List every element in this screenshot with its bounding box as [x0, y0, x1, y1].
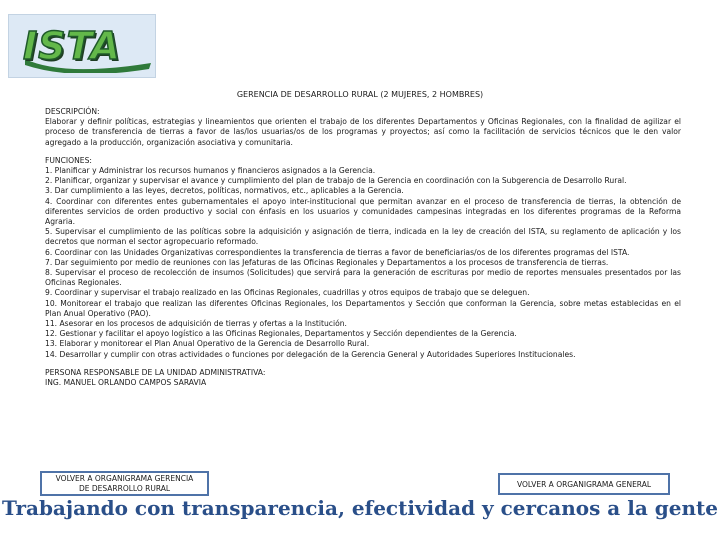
volver-organigrama-gerencia-button[interactable] — [40, 471, 209, 496]
funcion-item: 14. Desarrollar y cumplir con otras actividades o funciones por delegación de la Gerencia General y Autoridades Superiores Institucionales. — [45, 349, 576, 359]
funcion-item: 4. Coordinar con diferentes entes gubernamentales el apoyo inter-institucional que permitan avanzar en el proceso de transferencia de tierras, la obtención de diferentes servicios de orden productivo y social con énfasis en los usuarios y comunidades campesinas integradas en los diferentes programas de la Reforma Agraria. — [45, 196, 681, 227]
funcion-item: 11. Asesorar en los procesos de adquisición de tierras y ofertas a la Institución. — [45, 319, 347, 329]
funcion-item: 5. Supervisar el cumplimiento de las políticas sobre la adquisición y asignación de tierra, indicada en la ley de creación del ISTA, su reglamento de aplicación y los decretos que norman el sector agropecuario reformado. — [45, 227, 681, 247]
descripcion-heading: DESCRIPCIÓN: — [45, 107, 100, 116]
responsable-heading: PERSONA RESPONSABLE DE LA UNIDAD ADMINISTRATIVA: — [45, 367, 266, 377]
funcion-item: 6. Coordinar con las Unidades Organizativas correspondientes la transferencia de tierras a favor de beneficiarias/os de los diferentes programas del ISTA. — [45, 247, 630, 257]
funcion-item: 8. Supervisar el proceso de recolección de insumos (Solicitudes) que servirá para la generación de escrituras por medio de reportes mensuales presentados por las Oficinas Regionales. — [45, 268, 681, 288]
page-title: GERENCIA DE DESARROLLO RURAL (2 MUJERES, 2 HOMBRES) — [236, 90, 484, 99]
funciones-heading: FUNCIONES: — [45, 155, 92, 165]
document-body — [45, 107, 681, 388]
funciones-list — [45, 166, 681, 360]
funcion-item: 9. Coordinar y supervisar el trabajo realizado en las Oficinas Regionales, cuadrillas y otros equipos de trabajo que se deleguen. — [45, 288, 530, 298]
slogan: Trabajando con transparencia, efectividad y cercanos a la gente — [2, 496, 718, 520]
button-label: VOLVER A ORGANIGRAMA GENERAL — [516, 480, 652, 489]
funcion-item: 13. Elaborar y monitorear el Plan Anual Operativo de la Gerencia de Desarrollo Rural. — [45, 339, 370, 349]
button-label-line2: DE DESARROLLO RURAL — [78, 484, 171, 493]
button-label-line1: VOLVER A ORGANIGRAMA GERENCIA — [55, 474, 194, 483]
volver-organigrama-general-button[interactable] — [498, 473, 670, 495]
funcion-item: 2. Planificar, organizar y supervisar el avance y cumplimiento del plan de trabajo de la Gerencia en coordinación con la Subgerencia de Desarrollo Rural. — [45, 176, 627, 186]
funcion-item: 12. Gestionar y facilitar el apoyo logístico a las Oficinas Regionales, Departamentos y Sección dependientes de la Gerencia. — [45, 329, 517, 339]
responsable-name: ING. MANUEL ORLANDO CAMPOS SARAVIA — [45, 378, 207, 388]
descripcion-text: Elaborar y definir políticas, estrategias y lineamientos que orienten el trabajo de los diferentes Departamentos y Oficinas Regionales, con la finalidad de agilizar el proceso de transferencia de tierras a favor de las/los usuarias/os de los programas y proyectos; así como la facilitación de servicios técnicos que le den valor agregado a la producción, organización asociativa y comunitaria. — [45, 117, 681, 147]
ista-logo: ISTA — [23, 24, 121, 68]
funcion-item: 7. Dar seguimiento por medio de reuniones con las Jefaturas de las Oficinas Regionales y Departamentos a los procesos de transferencia de tierras. — [45, 257, 609, 267]
funcion-item: 10. Monitorear el trabajo que realizan las diferentes Oficinas Regionales, los Departamentos y Sección que conforman la Gerencia, sobre metas establecidas en el Plan Anual Operativo (PAO). — [45, 298, 681, 318]
logo-container — [8, 14, 156, 78]
funcion-item: 3. Dar cumplimiento a las leyes, decretos, políticas, normativos, etc., aplicables a la Gerencia. — [45, 186, 404, 196]
funcion-item: 1. Planificar y Administrar los recursos humanos y financieros asignados a la Gerencia. — [45, 166, 376, 176]
